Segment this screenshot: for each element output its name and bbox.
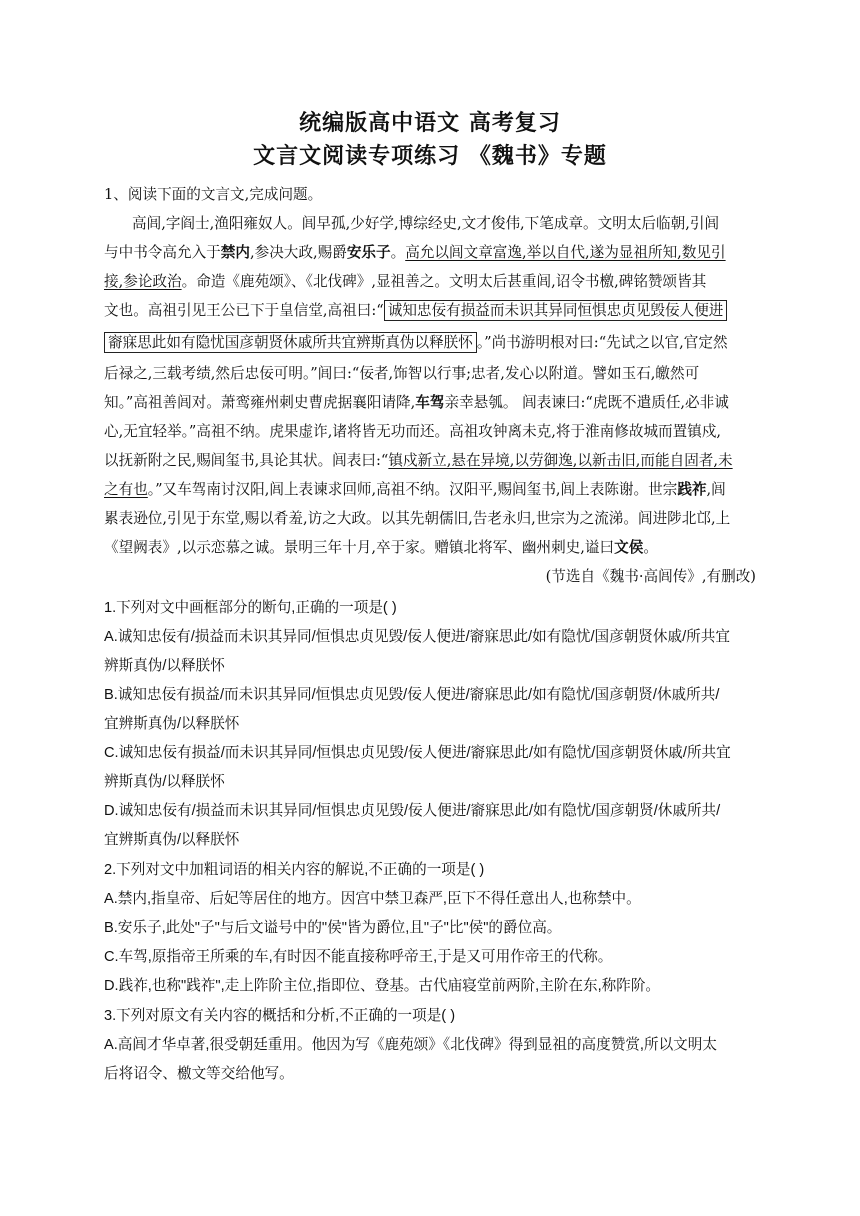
bold-term-anlezi: 安乐子 xyxy=(346,244,391,261)
boxed-passage-part-2: 窬寐思此如有隐忧国彦朝贤休戚所共宜辨斯真伪以释朕怀 xyxy=(104,332,477,353)
passage-line-10 xyxy=(104,480,726,500)
passage-line-4 xyxy=(104,301,727,321)
passage-text: 文也。高祖引见王公已下于皇信堂,高祖曰:“ xyxy=(104,302,384,319)
question-1-option-c: C.诚知忠佞有损益/而未识其异同/恒惧忠贞见毁/佞人便进/窬寐思此/如有隐忧/国彦朝贤休戚/所共宜 xyxy=(104,745,731,761)
passage-text: 《望阙表》,以示恋慕之诚。景明三年十月,卒于家。赠镇北将军、幽州刺史,谥曰 xyxy=(104,539,615,556)
passage-source: (节选自《魏书·高闾传》,有删改) xyxy=(545,568,756,585)
passage-text: 。命造《鹿苑颂》、《北伐碑》,显祖善之。文明太后甚重闾,诏令书檄,碑铭赞颂皆其 xyxy=(181,273,707,290)
document-title-line-1: 统编版高中语文 高考复习 xyxy=(299,110,561,136)
document-title-line-2: 文言文阅读专项练习 《魏书》专题 xyxy=(253,143,607,169)
passage-text: ,参决大政,赐爵 xyxy=(249,244,347,261)
boxed-passage-part-1: 诚知忠佞有损益而未识其异同恒惧忠贞见毁佞人便进 xyxy=(384,300,728,321)
passage-line-9 xyxy=(104,451,733,471)
question-intro: 1、阅读下面的文言文,完成问题。 xyxy=(104,186,323,203)
question-1-option-a: A.诚知忠佞有/损益而未识其异同/恒惧忠贞见毁/佞人便进/窬寐思此/如有隐忧/国彦朝贤休戚/所共宜 xyxy=(104,629,730,645)
question-1-option-b-cont: 宜辨斯真伪/以释朕怀 xyxy=(104,716,240,732)
passage-line-5 xyxy=(104,333,728,353)
passage-line-2 xyxy=(104,243,726,263)
passage-text: ,闾 xyxy=(706,481,726,498)
passage-text: 知。”高祖善闾对。萧鸾雍州刺史曹虎据襄阳请降, xyxy=(104,394,416,411)
passage-line-12 xyxy=(104,538,658,558)
question-3-option-a: A.高闾才华卓著,很受朝廷重用。他因为写《鹿苑颂》《北伐碑》得到显祖的高度赞赏,所以文明太 xyxy=(104,1037,717,1053)
question-1-option-a-cont: 辨斯真伪/以释朕怀 xyxy=(104,658,225,674)
bold-term-jianzuo: 践祚 xyxy=(677,481,707,498)
bold-term-jinnei: 禁内 xyxy=(220,244,250,261)
passage-text: 。 xyxy=(390,244,406,261)
bold-term-chejia: 车驾 xyxy=(415,394,445,411)
passage-line-1: 高闾,字阎士,渔阳雍奴人。闾早孤,少好学,博综经史,文才俊伟,下笔成章。文明太后临朝,引闾 xyxy=(132,215,720,232)
question-1-option-d: D.诚知忠佞有/损益而未识其异同/恒惧忠贞见毁/佞人便进/窬寐思此/如有隐忧/国彦朝贤/休戚所共/ xyxy=(104,803,721,819)
question-1-option-c-cont: 辨斯真伪/以释朕怀 xyxy=(104,774,225,790)
underlined-sentence-1: 高允以闾文章富逸,举以自代,遂为显祖所知,数见引 xyxy=(405,244,726,261)
question-2-stem: 2.下列对文中加粗词语的相关内容的解说,不正确的一项是( ) xyxy=(104,862,485,878)
question-3-stem: 3.下列对原文有关内容的概括和分析,不正确的一项是( ) xyxy=(104,1008,456,1024)
underlined-sentence-2-end: 之有也 xyxy=(104,481,148,498)
underlined-sentence-2: 镇戍新立,悬在异境,以劳御逸,以新击旧,而能自固者,未 xyxy=(388,452,733,469)
question-1-stem: 1.下列对文中画框部分的断句,正确的一项是( ) xyxy=(104,600,397,616)
passage-line-8: 心,无宜轻举。”高祖不纳。虎果虚诈,诸将皆无功而还。高祖攻钟离未克,将于淮南修故城而置镇戍, xyxy=(104,423,722,440)
passage-text: 以抚新附之民,赐闾玺书,具论其状。闾表曰:“ xyxy=(104,452,389,469)
passage-line-7 xyxy=(104,393,729,413)
question-2-option-a: A.禁内,指皇帝、后妃等居住的地方。因宫中禁卫森严,臣下不得任意出人,也称禁中。 xyxy=(104,891,641,907)
bold-term-wenhou: 文侯 xyxy=(614,539,644,556)
passage-line-11: 累表逊位,引见于东堂,赐以肴羞,访之大政。以其先朝儒旧,告老永归,世宗为之流涕。闾进陟北邙,上 xyxy=(104,510,731,527)
passage-line-3 xyxy=(104,272,706,292)
question-2-option-c: C.车驾,原指帝王所乘的车,有时因不能直接称呼帝王,于是又可用作帝王的代称。 xyxy=(104,949,613,965)
question-1-option-b: B.诚知忠佞有损益/而未识其异同/恒惧忠贞见毁/佞人便进/窬寐思此/如有隐忧/国彦朝贤/休戚所共/ xyxy=(104,687,720,703)
passage-text: 。 xyxy=(643,539,658,556)
passage-text: 。”尚书游明根对曰:“先试之以官,官定然 xyxy=(476,334,728,351)
question-2-option-b: B.安乐子,此处"子"与后文谥号中的"侯"皆为爵位,且"子"比"侯"的爵位高。 xyxy=(104,920,562,936)
passage-text: 与中书令高允入于 xyxy=(104,244,221,261)
passage-line-6: 后禄之,三载考绩,然后忠佞可明。”闾曰:“佞者,饰智以行事;忠者,发心以附道。譬如玉石,皦然可 xyxy=(104,365,700,382)
passage-text: 亲幸悬瓠。 闾表谏曰:“虎既不遣质任,必非诚 xyxy=(444,394,729,411)
question-1-option-d-cont: 宜辨斯真伪/以释朕怀 xyxy=(104,832,240,848)
passage-text: 。”又车驾南讨汉阳,闾上表谏求回师,高祖不纳。汉阳平,赐闾玺书,闾上表陈谢。世宗 xyxy=(147,481,678,498)
question-3-option-a-cont: 后将诏令、檄文等交给他写。 xyxy=(104,1066,294,1082)
underlined-sentence-1-end: 接,参论政治 xyxy=(104,273,182,290)
question-2-option-d: D.践祚,也称"践祚",走上阼阶主位,指即位、登基。古代庙寝堂前两阶,主阶在东,称阼阶。 xyxy=(104,978,661,994)
